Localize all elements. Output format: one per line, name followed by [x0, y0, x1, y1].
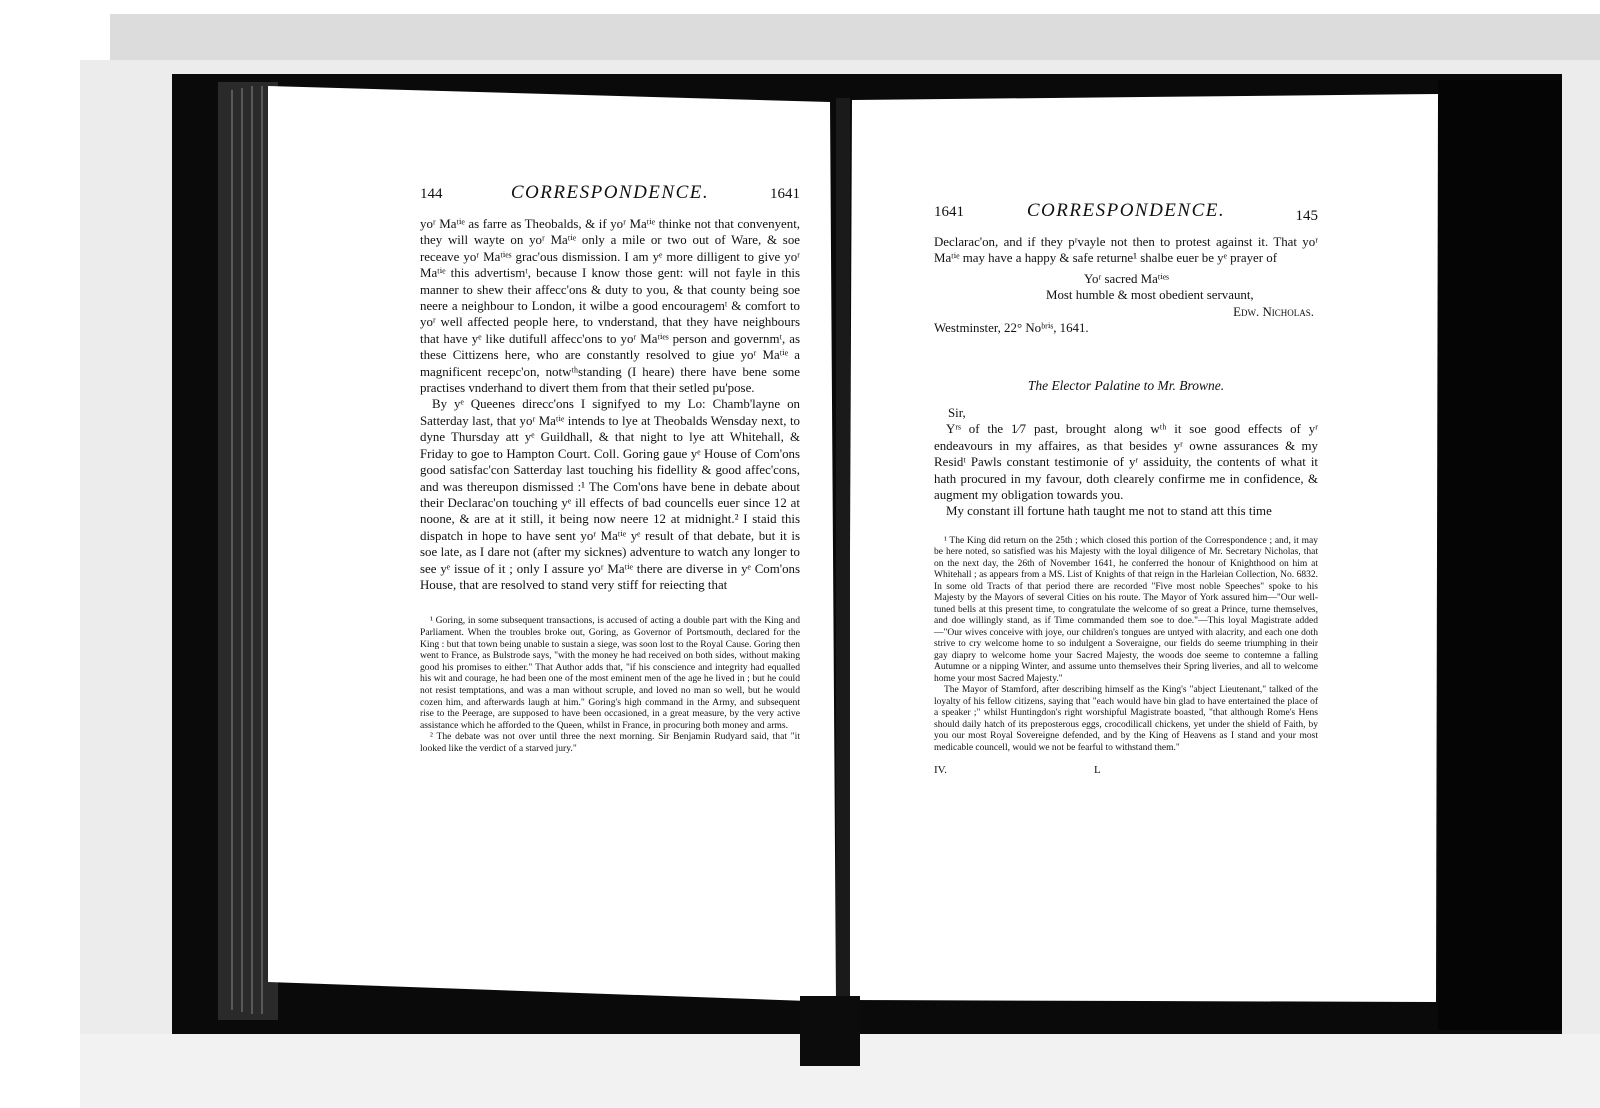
left-paragraph-2: By yᵉ Queenes direcc'ons I signifyed to my Lo: Chamb'layne on Satterday last, that yoʳ Maᵗⁱᵉ intends to lye at Theobalds Wensday next, to dyne Thursday att yᵉ Guildhall, & that night to lye att Whitehall, & Friday to goe to Hampton Court. Coll. Goring gaue yᵉ House of Com'ons good satisfac'con Satterday last touching his fidellity & good affec'cons, and was thereupon dismissed :¹ The Com'ons have bene in debate about their Declarac'on touching yᵉ ill effects of bad councells euer since 12 at noone, & are at it still, it being now neere 12 at midnight.² I staid this dispatch in hope to have sent yoʳ Maᵗⁱᵉ yᵉ result of that debate, but it is soe late, as I dare not (after my sicknes) adventure to watch any longer to see yᵉ issue of it ; only I assure yoʳ Maᵗⁱᵉ there are diverse in yᵉ Com'ons House, that are resolved to stand very stiff for reiecting that	[420, 397, 800, 592]
right-footnote-1: ¹ The King did return on the 25th ; which closed this portion of the Correspondence ; and, it may be here noted, so satisfied was his Majesty with the loyal diligence of Mr. Secretary Nicholas, that on the next day, the 26th of November 1641, he conferred the honour of Knighthood on him at Whitehall ; as appears from a MS. List of Knights of that reign in the Harleian Collection, No. 6832. In some old Tracts of that period there are recorded "Five most noble Speeches" spoke to his Majesty by the Mayors of several Cities on his route. The Mayor of York assured him—"Our well-tuned bells at this present time, to congratulate the welcome of so great a Prince, turne themselves, and doe willingly stand, as if Time commanded them soe to doe."—This loyal Magistrate added—"Our wives conceive with joye, our children's tongues are untyed with alacrity, and each one doth strive to cry welcome home to so indulgent a Soveraigne, our fields do seeme triumphing in their gay diapry to welcome home your Sacred Majesty, the woods doe seeme to contemne a falling Autumne or a nipping Winter, and assume unto themselves their Spring liveries, and all to welcome home your most Sacred Majesty."	[934, 535, 1318, 684]
spine-bottom	[800, 996, 860, 1066]
gutter	[836, 98, 850, 1004]
left-running-head	[420, 182, 800, 216]
closing-signature: Edw. Nicholas.	[1233, 304, 1314, 319]
left-paragraph-1: yoʳ Maᵗⁱᵉ as farre as Theobalds, & if yoʳ Maᵗⁱᵉ thinke not that convenyent, they will wayte on yoʳ Maᵗⁱᵉ only a mile or two out of Ware, & soe receave yoʳ Maᵗⁱᵉˢ grac'ous dismission. I am yᵉ more dilligent to give yoʳ Maᵗⁱᵉ this advertismᵗ, because I know those gent: will not fayle in this manner to shew their affecc'ons & duty to you, & that county being soe neere a neighbour to London, it wilbe a good encouragemᵗ & comfort to yoʳ well affected people here, to vnderstand, that they have neighbours that have yᵉ like dutifull affecc'ons to yoʳ Maᵗⁱᵉˢ person and governmᵗ, as these Cittizens here, who are constantly resolved to giue yoʳ Maᵗⁱᵉ a magnificent recepc'on, notwᵗʰstanding (I heare) there have bene some practises vnderhand to divert them from that their setled pu'pose.	[420, 217, 800, 396]
signature-mark: L	[1094, 764, 1101, 777]
year-left: 1641	[770, 186, 800, 202]
right-running-head	[934, 200, 1318, 234]
left-footnotes	[420, 615, 800, 754]
right-footnotes	[934, 536, 1318, 755]
running-title-right: CORRESPONDENCE.	[1026, 200, 1226, 221]
page-number-right: 145	[1295, 208, 1318, 224]
salutation: Sir,	[948, 406, 966, 421]
letter-title: The Elector Palatine to Mr. Browne.	[1027, 378, 1225, 394]
left-footnote-1: ¹ Goring, in some subsequent transactions, is accused of acting a double part with the King and Parliament. When the troubles broke out, Goring, as Governor of Portsmouth, declared for the King : but that town being unable to sustain a siege, was soon lost to the Royal Cause. Goring then went to France, as Bulstrode says, "with the money he had received on both sides, without making good his promises to either." That Author adds that, "if his conscience and integrity had equalled his wit and courage, he had been one of the most eminent men of the age he lived in ; but he could not resist temptations, and was a man without scruple, and loved no man so well, but he would cozen him, and afterwards laugh at him." Goring's high command in the Army, and subsequent rise to the Peerage, are supposed to have been occasioned, in a great measure, by the very active assistance which he afforded to the Queen, whilst in France, in procuring both money and arms.	[420, 615, 800, 731]
right-footnote-2: The Mayor of Stamford, after describing himself as the King's "abject Lieutenant," talked of the loyalty of his fellow citizens, saying that "each would have bin glad to have entertained the place of a speaker ;" whilst Huntingdon's right worshipful Magistrate boasted, "that although Rome's Hens should daily hatch of its preposterous eggs, crocodilicall chickens, yet under the shield of Faith, by you our most Royal Sovereigne defended, and by the King of Heavens as I stand and your most medicable councell, would we not be fearful to withstand them."	[934, 685, 1318, 753]
signature-line	[934, 764, 1318, 784]
closing-line-2: Most humble & most obedient servaunt,	[1046, 288, 1254, 303]
right-page-text	[934, 200, 1318, 784]
page-number-left: 144	[420, 186, 443, 202]
letter-closing	[934, 271, 1318, 337]
running-title-left: CORRESPONDENCE.	[510, 182, 710, 203]
right-paragraph-1: Yʳˢ of the 1⁄7 past, brought along wᵗʰ it soe good effects of yʳ endeavours in my affaires, as that besides yʳ owne assurances & my Residᵗ Pawls constant testimonie of yʳ assiduity, the contents of what it hath procured in my favour, doth clearely confirme me in confidence, & augment my obligation towards you.	[934, 422, 1318, 503]
right-body	[934, 421, 1318, 519]
closing-line-1: Yoʳ sacred Maᵗⁱᵉˢ	[1084, 271, 1169, 286]
volume-mark: IV.	[934, 764, 947, 777]
top-background-speckle	[110, 14, 1600, 66]
right-cover-edge	[1438, 80, 1562, 1030]
left-page-text	[420, 182, 800, 754]
right-body-opening	[934, 234, 1318, 267]
right-paragraph-2: My constant ill fortune hath taught me not to stand att this time	[946, 504, 1272, 519]
left-body	[420, 216, 800, 593]
year-right: 1641	[934, 204, 964, 220]
closing-place-date: Westminster, 22° Noᵇʳⁱˢ, 1641.	[934, 321, 1089, 336]
right-opening-paragraph: Declarac'on, and if they pʳvayle not then to protest against it. That yoʳ Maᵗⁱᵉ may have a happy & safe returne¹ shalbe euer be yᵉ prayer of	[934, 235, 1318, 266]
left-footnote-2: ² The debate was not over until three the next morning. Sir Benjamin Rudyard said, that "it looked like the verdict of a starved jury."	[420, 731, 800, 754]
